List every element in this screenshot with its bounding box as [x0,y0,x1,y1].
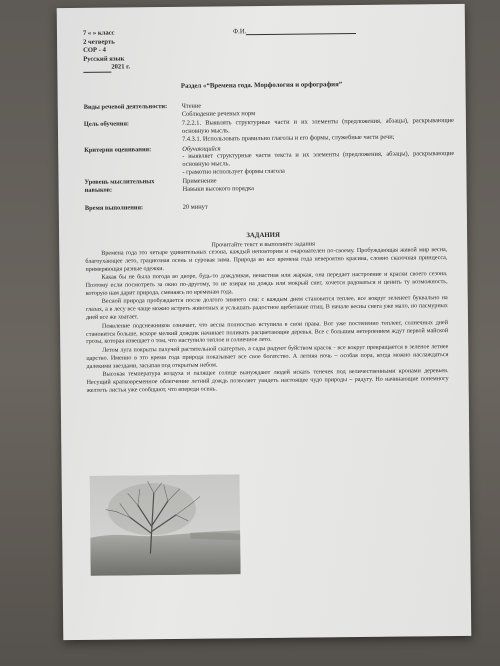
meta-key: Цель обучения: [83,120,130,129]
meta-value-line: - грамотно использует формы глагола [182,167,285,176]
meta-key: Критерии оценивания: [84,145,152,154]
meta-row [84,175,454,194]
worksheet-page [57,4,472,640]
meta-value-line: 7.2.2.1. Выявлять структурные части и их элементы (предложения, абзацы), раскрывающие основную мысль. [181,117,454,135]
meta-value-line: Соблюдение речевых норм [181,109,256,118]
meta-row [85,201,455,213]
fio-blank-line [246,28,356,35]
grade-number: 7 [82,29,87,37]
meta-value [182,117,454,143]
meta-value [182,143,454,177]
subject: Русский язык [83,55,125,63]
header-block [83,29,130,72]
meta-value-line: 7.4.3.1. Использовать правильно глаголы и его формы, служебные части речи; [182,133,395,143]
section-title: Раздел «“Времена года. Морфология и орфография” [180,81,343,90]
meta-value-line: 20 минут [182,203,208,211]
meta-value-line: Применение [182,177,217,186]
meta-row [84,117,454,144]
year-line [83,64,130,73]
task-title: ЗАДАНИЯ [246,231,280,240]
text-paragraph: Летом луга покрыты пахучей растительной скатертью, а сады радуют буйством красок - все вокруг превращается в зеленое летнее царство. Именно в это время года природа показывает все свое богатство. А летняя ночь – особая пора, когда можно наслаждаться далекими звездами, засыпая под открытым небом. [86,343,449,370]
text-paragraph: Появление подснежников означает, что весна полностью вступила в свои права. Вот уже постепенно теплеет, солнечных дней становится больше, вскоре мелкий дождик начинает поливать расцветающие деревья. Все с большим нетерпением ждут первой майской грозы, которая извещает о том, что наступило теплое и солнечное лето. [86,319,449,346]
meta-table [84,100,455,214]
meta-row [84,100,454,119]
meta-value [182,100,454,118]
task-instruction: Прочитайте текст и выполните задания [211,240,316,249]
year-blank [83,67,111,73]
winter-tree-photo [90,474,241,576]
meta-value [182,175,454,193]
meta-key: Время выполнения: [84,203,144,212]
quarter: 2 четверть [83,38,115,46]
meta-value-line: Обучающийся [182,144,221,153]
text-paragraph: Какая бы не была погода во дворе, будь-то дождливая, ненастная или жаркая, она передает настроение и краски своего сезона. Поэтому если посмотреть за окно по-другому, то не взирая на дождь или мокрый снег, хочется радоваться и ценить ту возможность, которую нам дарит природа, сменяясь по временам года. [85,271,448,297]
meta-value-line: - выявляет структурные части текста и их элементы (предложения, абзацы), раскрывающие основную мысль. [182,150,455,168]
meta-value-line: Чтение [181,102,202,110]
reading-text [85,247,449,396]
meta-value [183,201,455,212]
text-paragraph: Времена года это четыре удивительных сезона, каждый неповторим и очарователен по-своему. Пробуждающая живой мир весна, благоухающее лето, грациозная осень и суровая зима. Природа во все времена года невероятно красива, словно сказочная принцесса, примеряющая разные одежки. [85,247,448,273]
meta-row [84,143,454,178]
text-paragraph: Весной природа пробуждается после долгого зимнего сна: с каждым днем становится теплее, все вокруг зеленеет буквально на глазах, а в лесу все чаще можно встреть животных и услышать радостное щебетание птиц. В начале весны снега уже мало, но пасмурных дней все же хватает. [85,295,448,322]
meta-value-line: Навыки высокого порядка [182,185,254,193]
fio-field [233,27,356,35]
year-suffix: 2021 г. [111,63,131,71]
fio-label: Ф.И. [232,28,247,36]
meta-key: Виды речевой деятельности: [83,103,168,111]
meta-key: Уровень мыслительных навыков: [84,178,155,194]
text-paragraph: Высокая температура воздуха и палящее солнце вынуждают людей искать тенечек под величественными кронами деревьев. Несущий кратковременное облегчение летний дождь позволяет увидеть настоящее чудо природы – радугу. Но начинающие понемногу желтеть листья уже сообщают, что впереди осень. [86,368,449,394]
sor-label: СОР - 4 [83,46,106,55]
grade-suffix: « » класс [87,29,115,37]
